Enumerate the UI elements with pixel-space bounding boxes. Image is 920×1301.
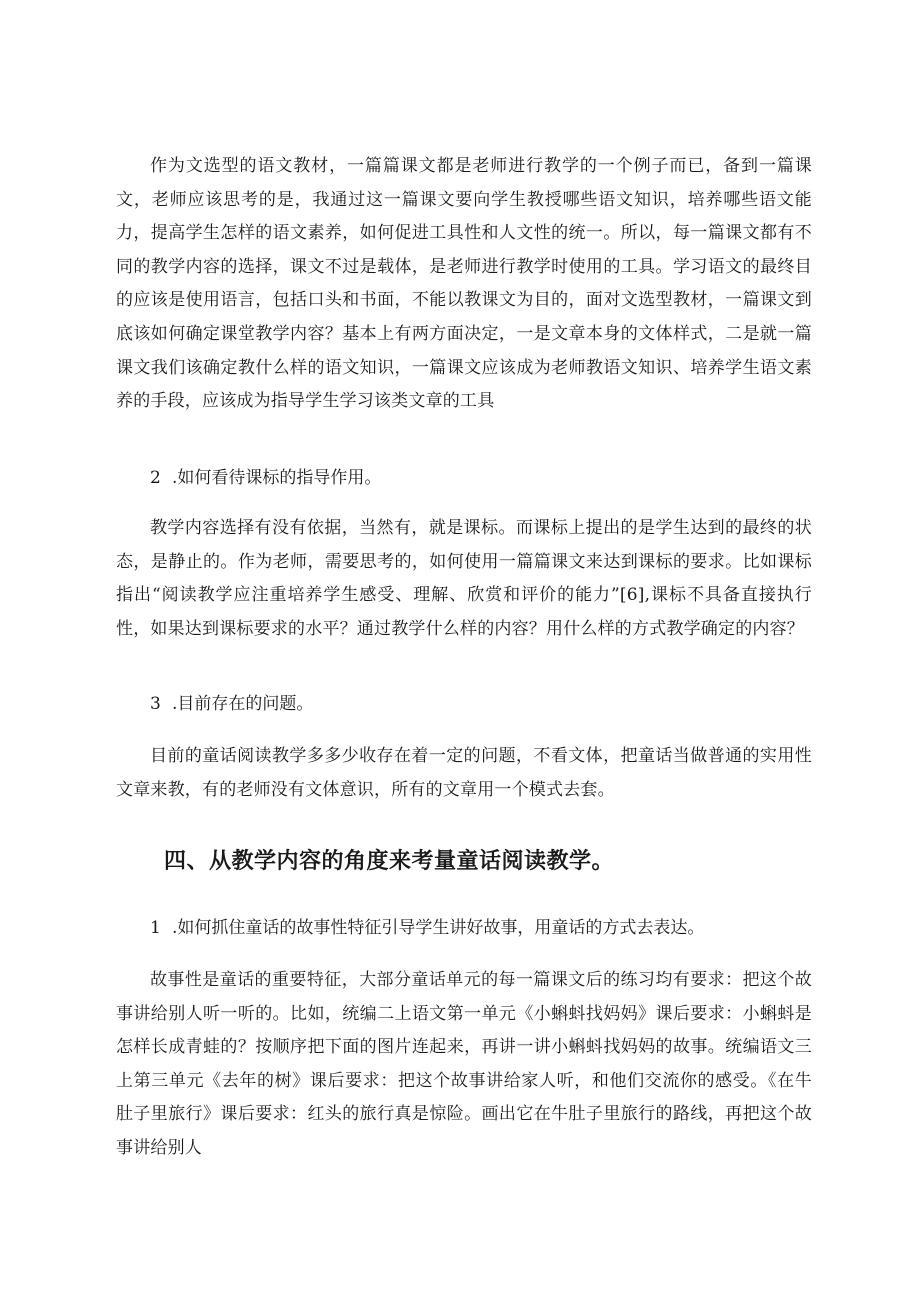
item-number: 2 (150, 468, 161, 488)
paragraph-current-problems: 目前的童话阅读教学多多少收存在着一定的问题，不看文体，把童话当做普通的实用性文章来教，有的老师没有文体意识，所有的文章用一个模式去套。 (116, 746, 812, 800)
item-text: .如何抓住童话的故事性特征引导学生讲好故事，用童话的方式去表达。 (172, 918, 705, 938)
list-item-storytelling (150, 916, 704, 940)
list-item-curriculum-guidance (150, 466, 381, 490)
item-number: 1 (150, 918, 161, 938)
section-heading-four: 四、从教学内容的角度来考量童话阅读教学。 (164, 848, 615, 874)
paragraph-textbook-as-tool: 作为文选型的语文教材，一篇篇课文都是老师进行教学的一个例子而已，备到一篇课文，老师应该思考的是，我通过这一篇课文要向学生教授哪些语文知识，培养哪些语文能力，提高学生怎样的语文素养，如何促进工具性和人文性的统一。所以，每一篇课文都有不同的教学内容的选择，课文不过是载体，是老师进行教学时使用的工具。学习语文的最终目的应该是使用语言，包括口头和书面，不能以教课文为目的，面对文选型教材，一篇课文到底该如何确定课堂教学内容？基本上有两方面决定，一是文章本身的文体样式，二是就一篇课文我们该确定教什么样的语文知识，一篇课文应该成为老师教语文知识、培养学生语文素养的手段，应该成为指导学生学习该类文章的工具 (116, 156, 812, 412)
list-item-current-problems (150, 692, 313, 716)
item-number: 3 (150, 694, 161, 714)
item-text: .如何看待课标的指导作用。 (172, 468, 382, 488)
paragraph-story-feature: 故事性是童话的重要特征，大部分童话单元的每一篇课文后的练习均有要求：把这个故事讲给别人听一听的。比如，统编二上语文第一单元《小蝌蚪找妈妈》课后要求：小蝌蚪是怎样长成青蛙的？按顺序把下面的图片连起来，再讲一讲小蝌蚪找妈妈的故事。统编语文三上第三单元《去年的树》课后要求：把这个故事讲给家人听，和他们交流你的感受。《在牛肚子里旅行》课后要求：红头的旅行真是惊险。画出它在牛肚子里旅行的路线，再把这个故事讲给别人 (116, 970, 812, 1158)
item-text: .目前存在的问题。 (172, 694, 314, 714)
paragraph-curriculum-standard: 教学内容选择有没有依据，当然有，就是课标。而课标上提出的是学生达到的最终的状态，是静止的。作为老师，需要思考的，如何使用一篇篇课文来达到课标的要求。比如课标指出“阅读教学应注重培养学生感受、理解、欣赏和评价的能力”[6],课标不具备直接执行性，如果达到课标要求的水平？通过教学什么样的内容？用什么样的方式教学确定的内容？ (116, 518, 812, 639)
